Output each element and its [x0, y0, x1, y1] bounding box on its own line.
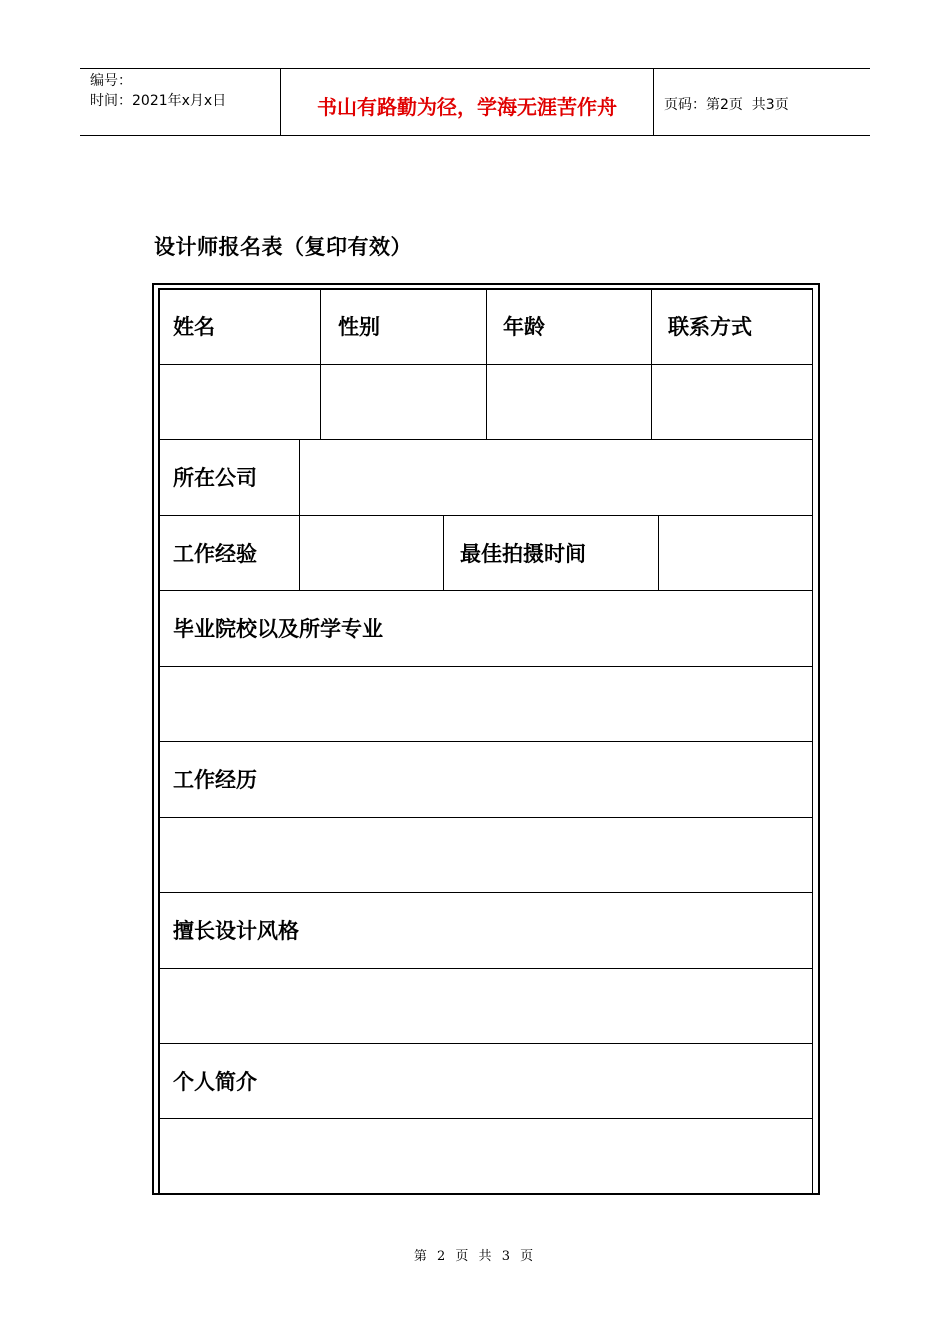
header-page-info [654, 69, 870, 135]
name-label: 姓名 [173, 315, 215, 339]
work-history-label: 工作经历 [173, 768, 257, 792]
best-shoot-time-label: 最佳拍摄时间 [460, 542, 586, 566]
contact-label: 联系方式 [668, 315, 752, 339]
bio-label: 个人简介 [173, 1070, 257, 1094]
header-page-info-text: 页码：第2页 共3页 [664, 97, 789, 113]
bio-field[interactable] [160, 1119, 811, 1194]
form-title: 设计师报名表（复印有效） [154, 235, 412, 259]
company-field[interactable] [301, 440, 811, 515]
document-number-label: 编号： [90, 73, 132, 89]
experience-field[interactable] [301, 516, 442, 591]
column-divider [486, 289, 487, 439]
work-history-field[interactable] [160, 818, 811, 893]
gender-label: 性别 [338, 315, 380, 339]
column-divider [658, 515, 659, 590]
age-label: 年龄 [503, 315, 545, 339]
column-divider [651, 289, 652, 439]
experience-label: 工作经验 [173, 542, 257, 566]
best-shoot-time-field[interactable] [660, 516, 811, 591]
design-style-field[interactable] [160, 969, 811, 1044]
age-field[interactable] [488, 365, 650, 440]
document-date-label: 时间：2021年x月x日 [90, 93, 227, 109]
contact-field[interactable] [653, 365, 811, 440]
name-field[interactable] [160, 365, 319, 440]
school-major-label: 毕业院校以及所学专业 [173, 617, 383, 641]
header-meta [80, 69, 281, 135]
column-divider [443, 515, 444, 590]
company-label: 所在公司 [173, 466, 257, 490]
school-major-field[interactable] [160, 667, 811, 742]
column-divider [320, 289, 321, 439]
header-motto: 书山有路勤为径，学海无涯苦作舟 [281, 69, 654, 135]
design-style-label: 擅长设计风格 [173, 919, 299, 943]
page-footer: 第 2 页 共 3 页 [413, 1249, 537, 1264]
document-header [80, 68, 870, 136]
gender-field[interactable] [322, 365, 485, 440]
column-divider [299, 439, 300, 590]
